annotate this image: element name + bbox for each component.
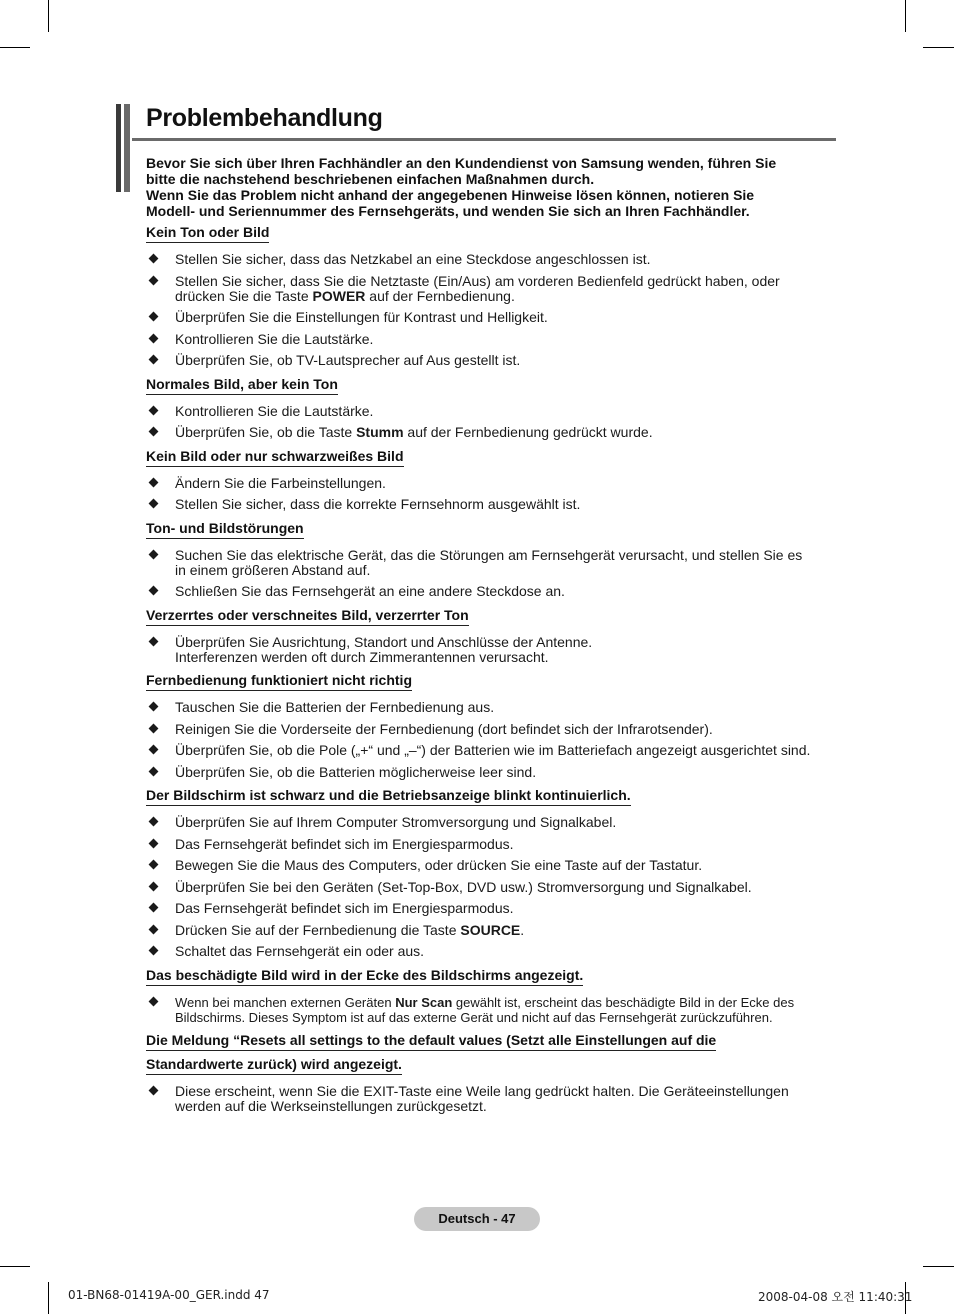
section-heading: Verzerrtes oder verschneites Bild, verzerrter Ton: [146, 606, 469, 626]
list-item: Überprüfen Sie auf Ihrem Computer Stromversorgung und Signalkabel.: [146, 815, 838, 830]
list-item: Ändern Sie die Farbeinstellungen.: [146, 476, 838, 491]
page-title: Problembehandlung: [146, 104, 383, 132]
list-item: Tauschen Sie die Batterien der Fernbedienung aus.: [146, 700, 838, 715]
section-distorted-picture: [146, 606, 838, 665]
diamond-bullet-icon: [149, 333, 159, 343]
crop-mark: [923, 47, 954, 48]
diamond-bullet-icon: [149, 723, 159, 733]
section-heading: Normales Bild, aber kein Ton: [146, 375, 338, 395]
crop-mark: [0, 47, 30, 48]
crop-mark: [48, 1282, 49, 1314]
list-item: Wenn bei manchen externen Geräten Nur Scan gewählt ist, erscheint das beschädigte Bild in der Ecke des Bildschirms. Dieses Symptom ist auf das externe Gerät und nicht auf das Fernsehgerät zurückzuführen.: [146, 995, 838, 1025]
section-no-picture-or-bw: [146, 447, 838, 513]
section-no-sound-or-picture: [146, 223, 838, 368]
crop-mark: [923, 1266, 954, 1267]
diamond-bullet-icon: [149, 838, 159, 848]
diamond-bullet-icon: [149, 745, 159, 755]
list-item: Reinigen Sie die Vorderseite der Fernbedienung (dort befindet sich der Infrarotsender).: [146, 722, 838, 737]
list-item: Überprüfen Sie Ausrichtung, Standort und Anschlüsse der Antenne. Interferenzen werden oft durch Zimmerantennen verursacht.: [146, 635, 838, 665]
list-item: Stellen Sie sicher, dass die korrekte Fernsehnorm ausgewählt ist.: [146, 497, 838, 512]
section-heading: Fernbedienung funktioniert nicht richtig: [146, 671, 412, 691]
footer-timestamp: 2008-04-08 오전 11:40:31: [758, 1290, 913, 1304]
list-item: Kontrollieren Sie die Lautstärke.: [146, 404, 838, 419]
list-item: Das Fernsehgerät befindet sich im Energiesparmodus.: [146, 901, 838, 916]
list-item: Kontrollieren Sie die Lautstärke.: [146, 332, 838, 347]
diamond-bullet-icon: [149, 586, 159, 596]
list-item: Diese erscheint, wenn Sie die EXIT-Taste eine Weile lang gedrückt halten. Die Geräteeinstellungen werden auf die Werkseinstellungen zurückgesetzt.: [146, 1084, 838, 1114]
diamond-bullet-icon: [149, 860, 159, 870]
content: [146, 155, 838, 1121]
title-underline: [132, 138, 836, 141]
diamond-bullet-icon: [149, 405, 159, 415]
crop-mark: [0, 1266, 30, 1267]
diamond-bullet-icon: [149, 275, 159, 285]
list-item: Überprüfen Sie bei den Geräten (Set-Top-Box, DVD usw.) Stromversorgung und Signalkabel.: [146, 880, 838, 895]
diamond-bullet-icon: [149, 312, 159, 322]
section-reset-message: [146, 1031, 838, 1114]
diamond-bullet-icon: [149, 702, 159, 712]
list-item: Überprüfen Sie die Einstellungen für Kontrast und Helligkeit.: [146, 310, 838, 325]
list-item: Überprüfen Sie, ob die Taste Stumm auf der Fernbedienung gedrückt wurde.: [146, 425, 838, 440]
diamond-bullet-icon: [149, 427, 159, 437]
section-black-screen: [146, 786, 838, 959]
title-accent-bar: [116, 104, 132, 192]
list-item: Schließen Sie das Fernsehgerät an eine andere Steckdose an.: [146, 584, 838, 599]
section-heading: Der Bildschirm ist schwarz und die Betriebsanzeige blinkt kontinuierlich.: [146, 786, 631, 806]
section-damaged-picture-corner: [146, 966, 838, 1025]
diamond-bullet-icon: [149, 499, 159, 509]
section-heading: Kein Ton oder Bild: [146, 223, 269, 243]
diamond-bullet-icon: [149, 924, 159, 934]
list-item: Stellen Sie sicher, dass das Netzkabel an eine Steckdose angeschlossen ist.: [146, 252, 838, 267]
diamond-bullet-icon: [149, 636, 159, 646]
footer-file-info: 01-BN68-01419A-00_GER.indd 47: [68, 1288, 270, 1302]
diamond-bullet-icon: [149, 549, 159, 559]
list-item: Überprüfen Sie, ob die Pole („+“ und „–“) der Batterien wie im Batteriefach angezeigt ausgerichtet sind.: [146, 743, 838, 758]
diamond-bullet-icon: [149, 477, 159, 487]
section-heading: Ton- und Bildstörungen: [146, 519, 304, 539]
crop-mark: [905, 0, 906, 32]
section-sound-picture-interference: [146, 519, 838, 600]
list-item: Bewegen Sie die Maus des Computers, oder drücken Sie eine Taste auf der Tastatur.: [146, 858, 838, 873]
crop-mark: [48, 0, 49, 32]
diamond-bullet-icon: [149, 881, 159, 891]
list-item: Stellen Sie sicher, dass Sie die Netztaste (Ein/Aus) am vorderen Bedienfeld gedrückt haben, oder drücken Sie die Taste POWER auf der Fernbedienung.: [146, 274, 838, 304]
list-item: Überprüfen Sie, ob TV-Lautsprecher auf Aus gestellt ist.: [146, 353, 838, 368]
diamond-bullet-icon: [149, 355, 159, 365]
diamond-bullet-icon: [149, 817, 159, 827]
list-item: Schaltet das Fernsehgerät ein oder aus.: [146, 944, 838, 959]
diamond-bullet-icon: [149, 946, 159, 956]
section-heading: Kein Bild oder nur schwarzweißes Bild: [146, 447, 404, 467]
list-item: Überprüfen Sie, ob die Batterien möglicherweise leer sind.: [146, 765, 838, 780]
diamond-bullet-icon: [149, 903, 159, 913]
section-heading: Die Meldung “Resets all settings to the default values (Setzt alle Einstellungen auf die Standardwerte zurück) wird angezeigt.: [146, 1031, 838, 1084]
list-item: Das Fernsehgerät befindet sich im Energiesparmodus.: [146, 837, 838, 852]
page-number-badge: Deutsch - 47: [414, 1207, 540, 1231]
diamond-bullet-icon: [149, 766, 159, 776]
list-item: Drücken Sie auf der Fernbedienung die Taste SOURCE.: [146, 923, 838, 938]
section-normal-picture-no-sound: [146, 375, 838, 441]
diamond-bullet-icon: [149, 1086, 159, 1096]
section-remote-control: [146, 671, 838, 780]
list-item: Suchen Sie das elektrische Gerät, das die Störungen am Fernsehgerät verursacht, und stellen Sie es in einem größeren Abstand auf.: [146, 548, 838, 578]
section-heading: Das beschädigte Bild wird in der Ecke des Bildschirms angezeigt.: [146, 966, 583, 986]
diamond-bullet-icon: [149, 996, 159, 1006]
diamond-bullet-icon: [149, 254, 159, 264]
intro-text: Bevor Sie sich über Ihren Fachhändler an den Kundendienst von Samsung wenden, führen Sie bitte die nachstehend beschriebenen einfachen Maßnahmen durch. Wenn Sie das Problem nicht anhand der angegebenen Hinweise lösen können, notieren Sie Modell- und Seriennummer des Fernsehgeräts, und wenden Sie sich an Ihren Fachhändler.: [146, 155, 777, 219]
